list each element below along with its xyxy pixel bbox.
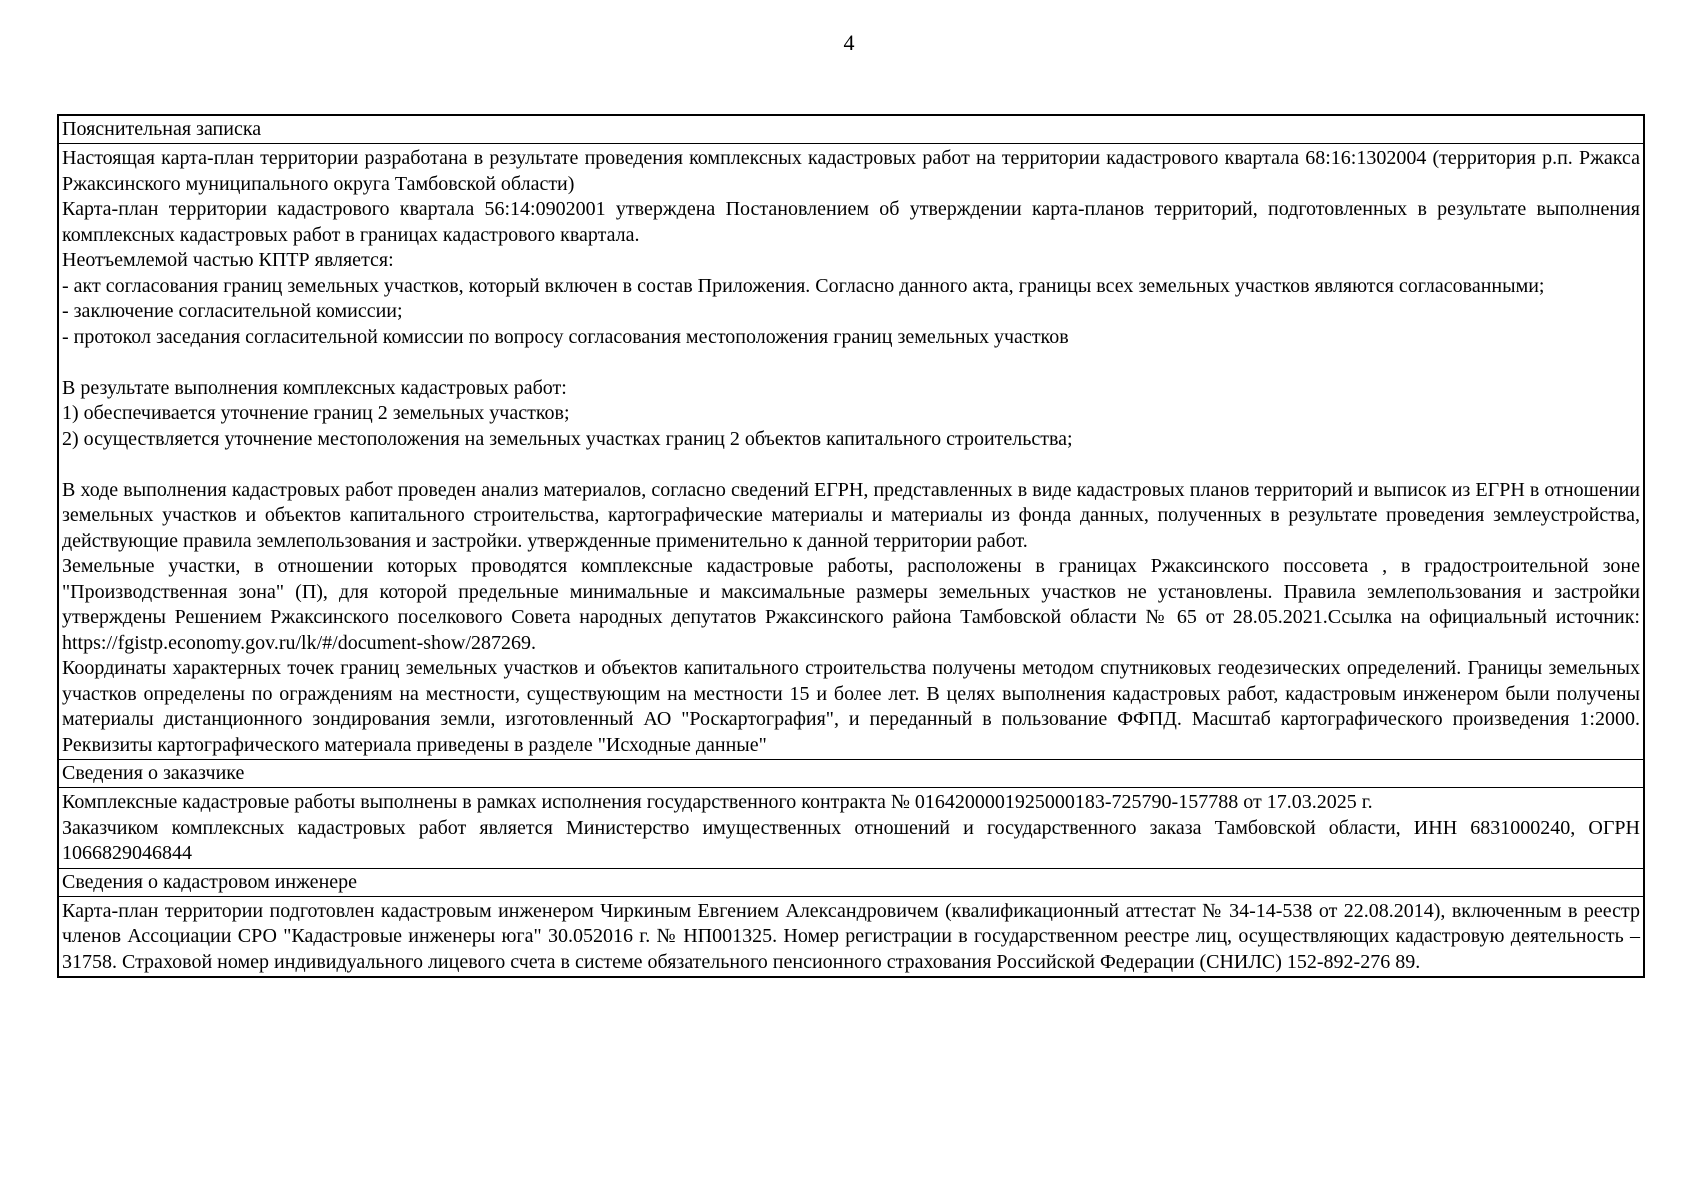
list-item: 2) осуществляется уточнение местоположения на земельных участках границ 2 объектов капитального строительства; (62, 427, 1073, 450)
document-table (57, 114, 1645, 978)
section-header-cadastral-engineer: Сведения о кадастровом инженере (59, 869, 1643, 897)
paragraph: В ходе выполнения кадастровых работ проведен анализ материалов, согласно сведений ЕГРН, представленных в виде кадастровых планов территорий и выписок из ЕГРН в отношении земельных участков и объектов капитального строительства, картографические материалы и материалы из фонда данных, полученных в результате проведения землеустройства, действующие правила землепользования и застройки. утвержденные применительно к данной территории работ. (62, 478, 1640, 552)
list-item: - протокол заседания согласительной комиссии по вопросу согласования местоположения границ земельных участков (62, 325, 1069, 348)
paragraph: Заказчиком комплексных кадастровых работ является Министерство имущественных отношений и государственного заказа Тамбовской области, ИНН 6831000240, ОГРН 1066829046844 (62, 816, 1640, 864)
paragraph: Карта-план территории подготовлен кадастровым инженером Чиркиным Евгением Александровичем (квалификационный аттестат № 34-14-538 от 22.08.2014), включенным в реестр членов Ассоциации СРО "Кадастровые инженеры юга" 30.052016 г. № НП001325. Номер регистрации в государственном реестре лиц, осуществляющих кадастровую деятельность – 31758. Страховой номер индивидуального лицевого счета в системе обязательного пенсионного страхования Российской Федерации (СНИЛС) 152-892-276 89. (62, 899, 1640, 973)
section-header-customer: Сведения о заказчике (59, 760, 1643, 788)
list-item: - заключение согласительной комиссии; (62, 300, 403, 322)
paragraph: В результате выполнения комплексных кадастровых работ: (62, 376, 567, 399)
list-item: 1) обеспечивается уточнение границ 2 земельных участков; (62, 402, 570, 424)
blank-line (62, 350, 1640, 376)
paragraph: Настоящая карта-план территории разработана в результате проведения комплексных кадастровых работ на территории кадастрового квартала 68:16:1302004 (территория р.п. Ржакса Ржаксинского муниципального округа Тамбовской области) (62, 147, 1640, 195)
section-body-cadastral-engineer (59, 897, 1643, 977)
paragraph: Комплексные кадастровые работы выполнены в рамках исполнения государственного контракта № 0164200001925000183-725790-157788 от 17.03.2025 г. (62, 791, 1373, 813)
section-body-customer (59, 788, 1643, 869)
list-item: - акт согласования границ земельных участков, который включен в состав Приложения. Согласно данного акта, границы всех земельных участков являются согласованными; (62, 274, 1545, 297)
blank-line (62, 452, 1640, 478)
section-body-explanatory-note (59, 144, 1643, 760)
paragraph: Карта-план территории кадастрового квартала 56:14:0902001 утверждена Постановлением об утверждении карта-планов территорий, подготовленных в результате выполнения комплексных кадастровых работ в границах кадастрового квартала. (62, 198, 1640, 246)
paragraph: Неотъемлемой частью КПТР является: (62, 249, 394, 271)
section-header-explanatory-note: Пояснительная записка (59, 116, 1643, 144)
paragraph: Координаты характерных точек границ земельных участков и объектов капитального строительства получены методом спутниковых геодезических определений. Границы земельных участков определены по ограждениям на местности, существующим на местности 15 и более лет. В целях выполнения кадастровых работ, кадастровым инженером были получены материалы дистанционного зондирования земли, изготовленный АО "Роскартография", и переданный в пользование ФФПД. Масштаб картографического произведения 1:2000. Реквизиты картографического материала приведены в разделе "Исходные данные" (62, 657, 1640, 756)
page-number: 4 (843, 30, 855, 55)
paragraph: Земельные участки, в отношении которых проводятся комплексные кадастровые работы, расположены в границах Ржаксинского поссовета , в градостроительной зоне "Производственная зона" (П), для которой предельные минимальные и максимальные размеры земельных участков не установлены. Правила землепользования и застройки утверждены Решением Ржаксинского поселкового Совета народных депутатов Ржаксинского района Тамбовской области № 65 от 28.05.2021.Ссылка на официальный источник: https://fgistp.economy.gov.ru/lk/#/document-show/287269. (62, 555, 1640, 654)
